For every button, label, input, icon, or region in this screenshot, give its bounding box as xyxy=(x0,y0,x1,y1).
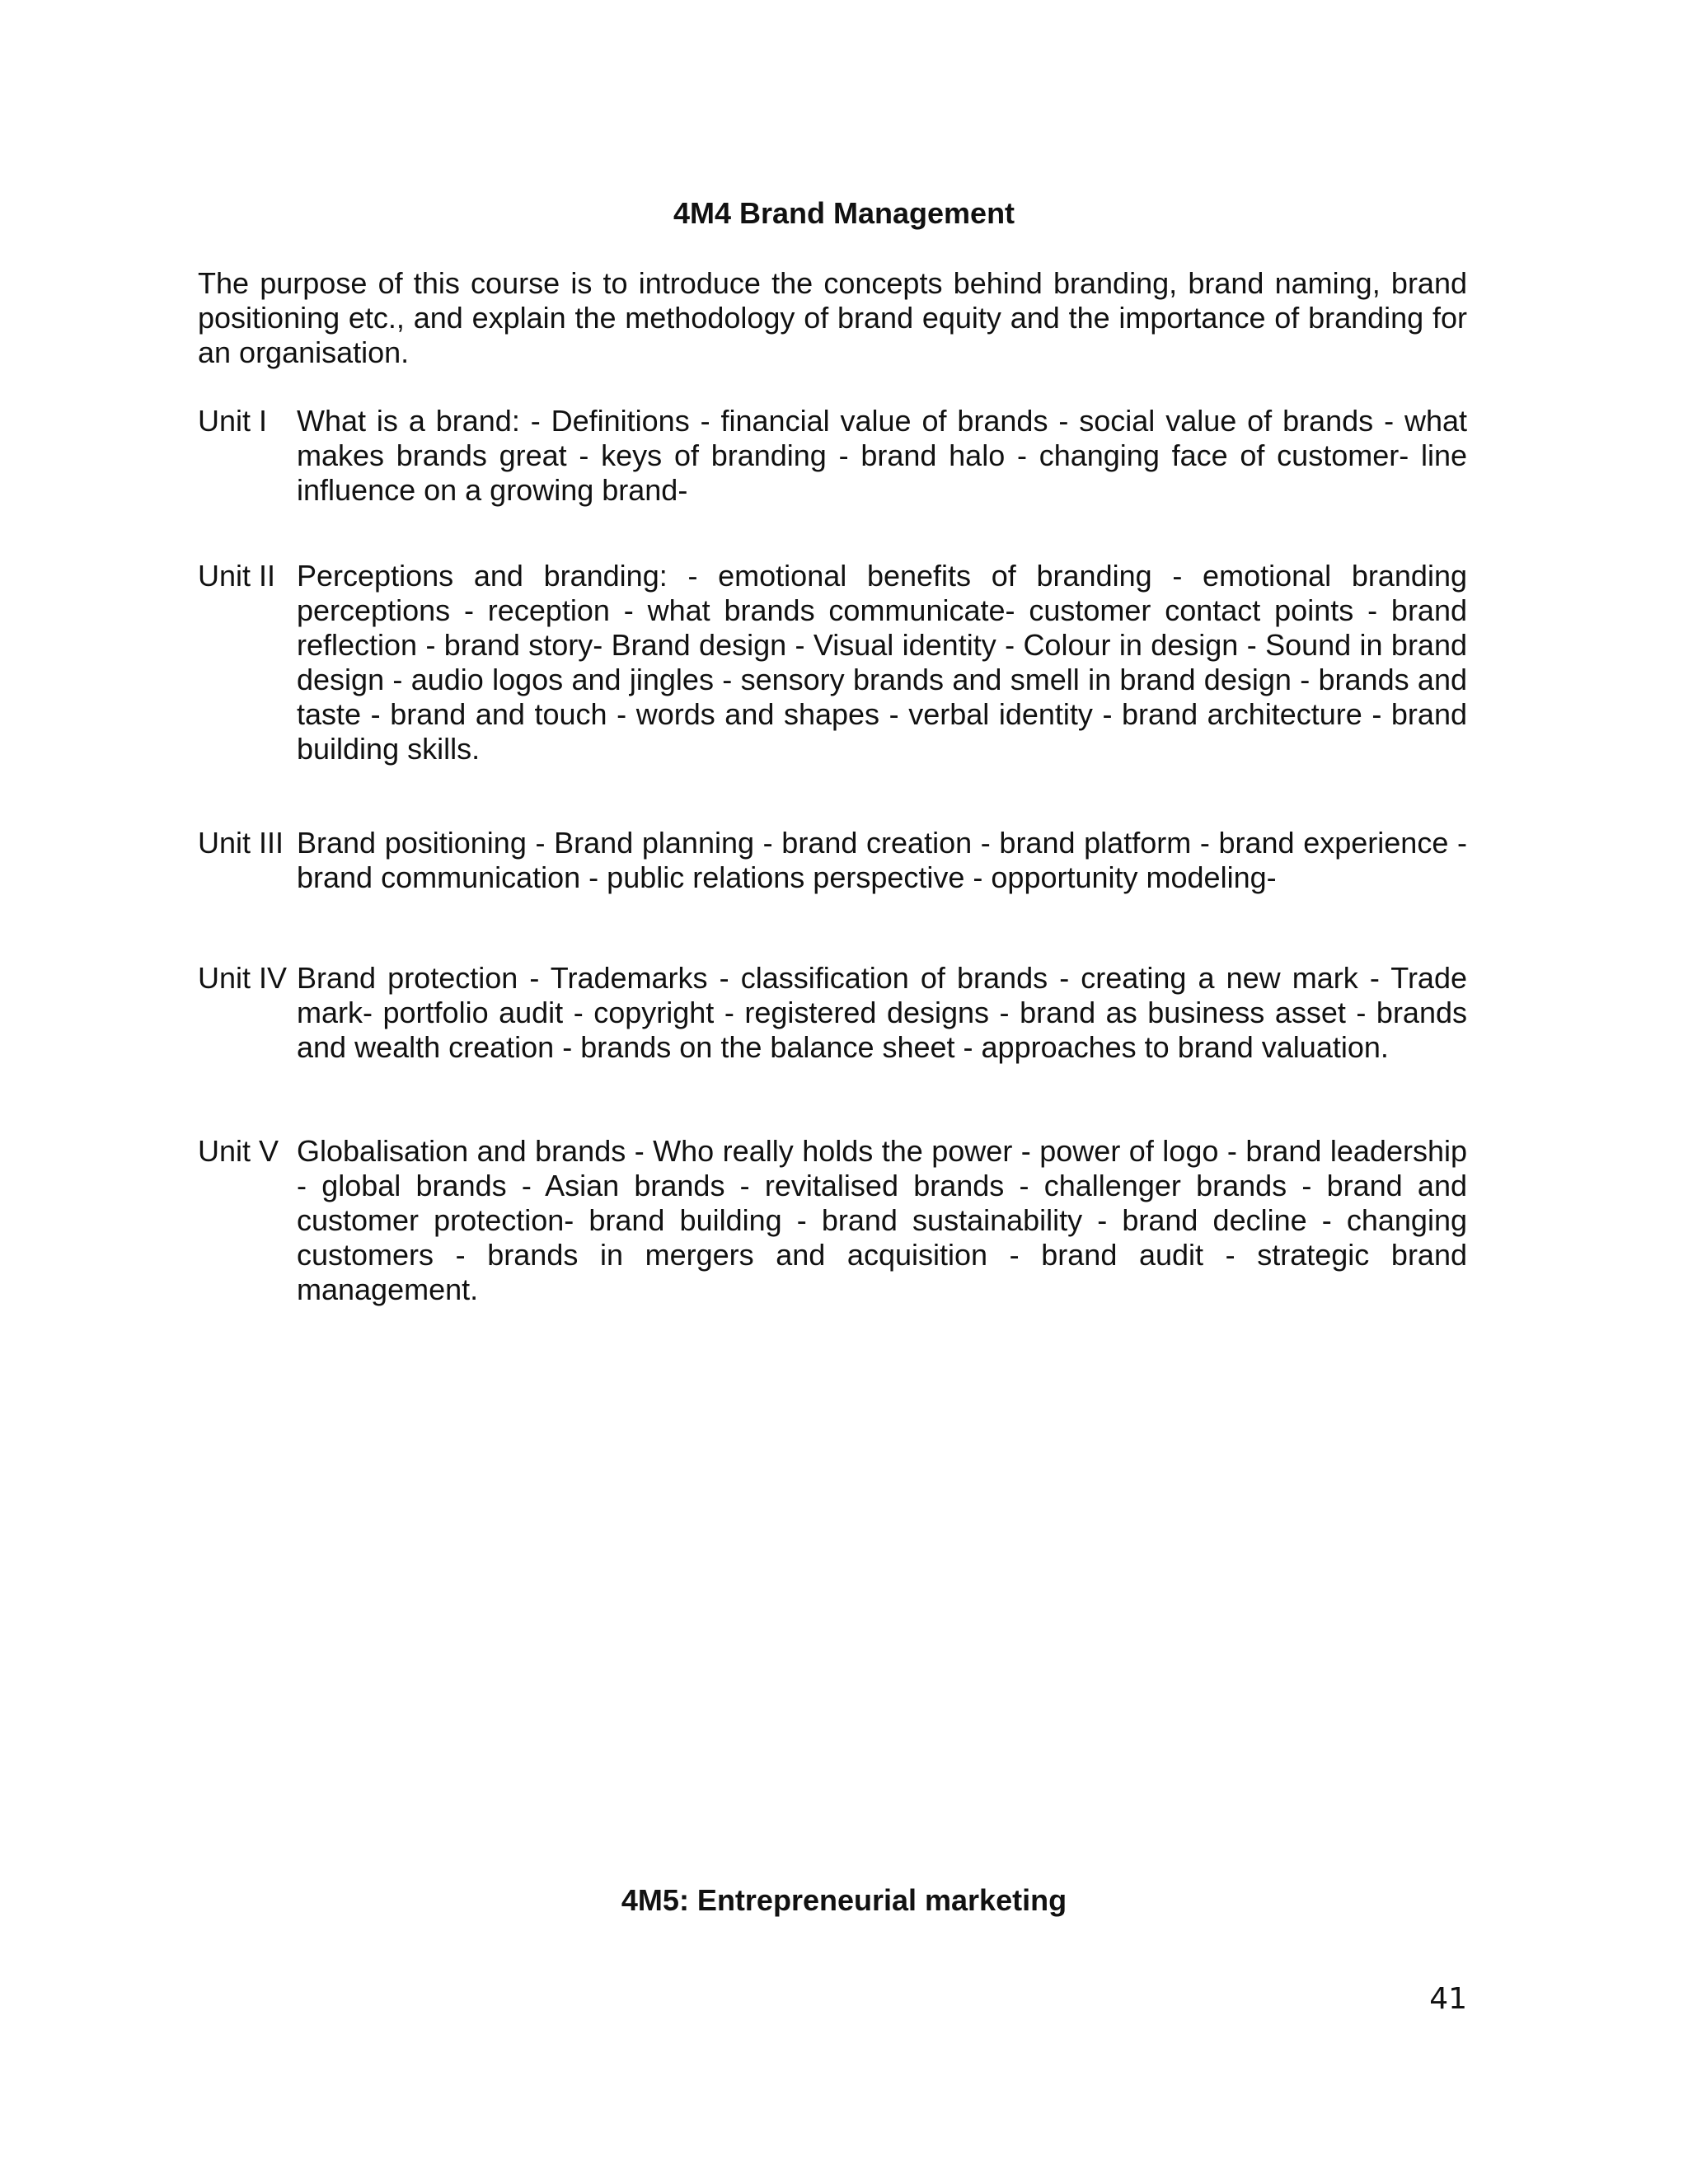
unit-block-3 xyxy=(198,826,1467,895)
unit-block-2 xyxy=(198,559,1467,766)
unit-block-1 xyxy=(198,404,1467,508)
unit-label: Unit III xyxy=(198,826,284,860)
course-title: 4M4 Brand Management xyxy=(673,196,1015,230)
unit-label: Unit V xyxy=(198,1134,279,1168)
unit-block-4 xyxy=(198,961,1467,1065)
unit-label: Unit II xyxy=(198,559,276,593)
unit-block-5 xyxy=(198,1134,1467,1307)
unit-description: What is a brand: - Definitions - financial value of brands - social value of brands - what makes brands great - keys of branding - brand halo - changing face of customer- line influence on a growing brand- xyxy=(297,404,1467,507)
page-number: 41 xyxy=(1429,1982,1467,2016)
unit-description: Perceptions and branding: - emotional benefits of branding - emotional branding perceptions - reception - what brands communicate- customer contact points - brand reflection - brand story- Brand design - Visual identity - Colour in design - Sound in brand design - audio logos and jingles - sensory brands and smell in brand design - brands and taste - brand and touch - words and shapes - verbal identity - brand architecture - brand building skills. xyxy=(297,559,1467,766)
unit-description: Globalisation and brands - Who really holds the power - power of logo - brand leadership - global brands - Asian brands - revitalised brands - challenger brands - brand and customer protection- brand building - brand sustainability - brand decline - changing customers - brands in mergers and acquisition - brand audit - strategic brand management. xyxy=(297,1134,1467,1306)
unit-description: Brand positioning - Brand planning - brand creation - brand platform - brand experience - brand communication - public relations perspective - opportunity modeling- xyxy=(297,826,1467,894)
unit-label: Unit I xyxy=(198,404,268,438)
unit-label: Unit IV xyxy=(198,961,288,995)
next-course-title: 4M5: Entrepreneurial marketing xyxy=(621,1883,1067,1917)
unit-description: Brand protection - Trademarks - classification of brands - creating a new mark - Trade mark- portfolio audit - copyright - registered designs - brand as business asset - brands and wealth creation - brands on the balance sheet - approaches to brand valuation. xyxy=(297,961,1467,1064)
course-intro: The purpose of this course is to introduce the concepts behind branding, brand naming, brand positioning etc., and explain the methodology of brand equity and the importance of branding for an organisation. xyxy=(198,266,1467,369)
